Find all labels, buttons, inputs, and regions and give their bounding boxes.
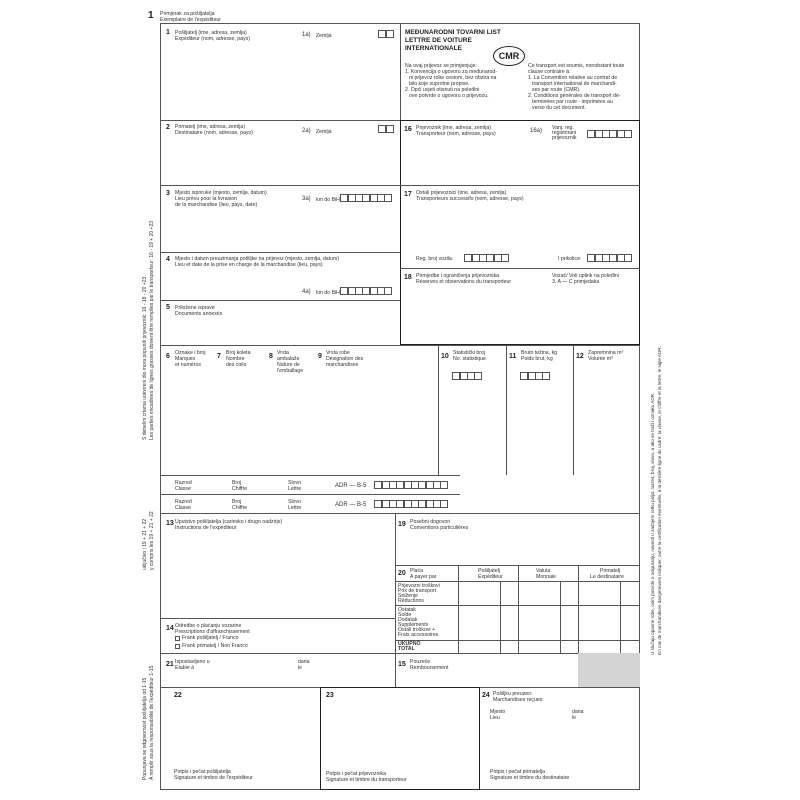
field-7-number: 7 — [217, 353, 221, 360]
field-21-label-fr: Etabie à — [175, 665, 195, 671]
franco-label: Frank pošiljatelj / Franco — [182, 635, 239, 641]
field-18-remark-1: Vozač/ Voli uplink na poleđini — [552, 273, 619, 279]
divider — [395, 640, 640, 641]
field-9-number: 9 — [318, 353, 322, 360]
divider — [160, 300, 400, 301]
adr-class-label-1b: Classe — [175, 486, 191, 492]
side-note-left-3-fr: Les parties encadrées de lignes grasses doivent être remplies par le transporteur: 16 - 19 + 20 +23 — [149, 220, 155, 440]
field-4a-number: 4a) — [302, 289, 311, 295]
header-left-text-3: ni prijevoz robe cestom, bez obzira na — [409, 75, 497, 81]
field-24-number: 24 — [482, 692, 490, 699]
divider — [160, 475, 460, 476]
field-8-number: 8 — [269, 353, 273, 360]
field-5-label-hr: Priložene isprave — [175, 305, 215, 311]
field-16a-number: 16a) — [530, 128, 543, 134]
field-20-row-2: Sniženje — [398, 593, 418, 599]
header-right-text-4: transport international de marchandi- — [532, 81, 617, 87]
divider — [160, 618, 395, 619]
field-15-label-hr: Pouzeće — [410, 659, 431, 665]
header-right-text-5: ses par route (CMR). — [532, 87, 581, 93]
field-1a-boxes[interactable] — [379, 30, 394, 38]
field-24-label-fr: Marchandises reçues: — [493, 697, 544, 703]
divider — [400, 185, 640, 186]
field-19-label-hr: Posebni dogovori — [410, 519, 451, 525]
field-2a-number: 2a) — [302, 128, 311, 134]
field-2a-boxes[interactable] — [379, 125, 394, 133]
divider — [506, 345, 507, 475]
field-24-label-hr: Pošiljku preuzeo: — [493, 691, 533, 697]
field-20-col-sender: Pošiljatelj — [478, 568, 500, 574]
divider — [620, 581, 621, 653]
non-franco-label: Frank primatelj / Non Franco — [182, 643, 248, 649]
sender-signature-label-fr: Signature et timbre de l'expéditeur — [174, 775, 253, 781]
side-note-left-1-fr: A remplir sous la responsabilité de l'expéditeur 1-15 — [149, 665, 155, 780]
field-24-date-fr: le — [572, 715, 577, 721]
field-24-place-hr: Mjesto — [490, 709, 506, 715]
field-1a-number: 1a) — [302, 32, 311, 38]
field-23-number: 23 — [326, 692, 334, 699]
header-right-text-6: 2. Conditions générales de transport dé- — [528, 93, 621, 99]
field-16a-boxes[interactable] — [588, 130, 632, 138]
field-4a-boxes[interactable] — [341, 287, 392, 295]
field-1a-label: Zemlja — [316, 33, 332, 39]
field-7-label-2: Nombre — [226, 356, 245, 362]
trailer-reg-label: I prikolice: — [558, 256, 582, 262]
field-18-label-hr: Primjedbe i ograničenja prijevoznika — [416, 273, 500, 279]
field-20-row-5: Ostali troškovi + — [398, 627, 436, 633]
field-20-row-4-fr: Suppléments — [398, 622, 429, 628]
divider — [160, 513, 640, 514]
field-24-place-fr: Lieu — [490, 715, 500, 721]
field-14-label-hr: Odredbe o plaćanju vozarine — [175, 623, 242, 629]
side-note-left-2: uključivo i 19 + 21 + 22 — [142, 518, 148, 570]
field-17-number: 17 — [404, 191, 412, 198]
field-19-number: 19 — [398, 521, 406, 528]
field-8-label-2: ambalaže — [277, 356, 300, 362]
field-3a-label: km do BiH — [316, 197, 340, 203]
adr-number-label-1: Broj — [232, 480, 242, 486]
divider — [160, 653, 640, 654]
field-18-remark-2: 3. A — C primjedaka — [552, 279, 600, 285]
adr-number-label-1b: Chiffre — [232, 486, 248, 492]
field-3-label-fr2: de la marchandise (lieu, pays, date) — [175, 202, 258, 208]
field-6-label-2: Marques — [175, 356, 196, 362]
field-20-row-1: Prijevozni troškovi — [398, 583, 440, 589]
field-22-number: 22 — [174, 692, 182, 699]
field-21-label-hr: Ispostavljeno u — [175, 659, 210, 665]
field-13-label-hr: Uputstvo pošiljatelja (carinsko i drugo nadzirje) — [175, 519, 283, 525]
field-17-label-hr: Ostali prijevoznici (ime, adresa, zemlja) — [416, 190, 507, 196]
field-24-date-hr: dana — [572, 709, 584, 715]
field-10-boxes[interactable] — [453, 372, 482, 380]
field-16-label-hr: Prijevoznik (ime, adresa, zemlja) — [416, 125, 491, 131]
field-20-total-fr: TOTAL — [398, 646, 415, 652]
field-10-label-1: Statistički broj — [453, 350, 485, 356]
field-4-label-hr: Mjesto i datum preuzimanja pošiljke na prijevoz (mjesto, zemlja, datum) — [175, 256, 340, 262]
vehicle-reg-label: Reg. broj vozila: — [416, 256, 454, 262]
field-1-number: 1 — [166, 29, 170, 36]
divider — [160, 252, 400, 253]
field-1-label-fr: Expéditeur (nom, adresse, pays) — [175, 36, 250, 42]
field-20-total: UKUPNO — [398, 641, 421, 647]
field-6-label-3: et numéros — [175, 362, 201, 368]
field-11-label-2: Poids brut, kg — [521, 356, 553, 362]
form-title-fr2: INTERNATIONALE — [405, 45, 462, 52]
form-title-hr: MEĐUNARODNI TOVARNI LIST — [405, 29, 501, 36]
field-9-label-3: marchandises — [326, 362, 359, 368]
field-20-row-1-fr: Prix de transport — [398, 588, 437, 594]
field-6-number: 6 — [166, 353, 170, 360]
sender-signature-label-hr: Potpis i pečat pošiljatelja — [174, 769, 231, 775]
field-10-number: 10 — [441, 353, 449, 360]
divider — [395, 605, 640, 606]
field-2a-label: Zemlja — [316, 129, 332, 135]
non-franco-checkbox[interactable] — [175, 644, 180, 649]
field-20-col-sender-fr: Expéditeur — [478, 574, 503, 580]
adr-letter-label-1b: Lettre — [288, 486, 302, 492]
copy-label-hr: Primjerak za pošiljatelja — [160, 11, 215, 17]
adr-class-label-1: Razred — [175, 480, 192, 486]
field-20-row-4: Dodatak — [398, 617, 418, 623]
adr-number-label-2: Broj — [232, 499, 242, 505]
field-12-label-2: Volume m³ — [588, 356, 613, 362]
header-left-text-4: bilo koje suprotne propise. — [409, 81, 470, 87]
divider — [395, 513, 396, 653]
adr-class-label-2: Razred — [175, 499, 192, 505]
field-10-label-2: No. statistique — [453, 356, 486, 362]
header-right-text-3: 1. La Convention relative au contrat de — [528, 75, 618, 81]
divider — [400, 268, 640, 269]
field-3a-boxes[interactable] — [341, 194, 392, 202]
field-5-label-fr: Documents annexés — [175, 311, 223, 317]
field-4-number: 4 — [166, 256, 170, 263]
divider — [438, 345, 439, 475]
copy-number: 1 — [148, 10, 154, 21]
field-15-shaded-area — [578, 653, 640, 687]
field-20-row-3: Ostatak — [398, 607, 416, 613]
adr-code-1: ADR — B-5 — [335, 483, 367, 489]
field-6-label-1: Oznake i broj — [175, 350, 206, 356]
side-note-left-3: S debelim crtama uokvireni dio mora popuniti prijevoznik: 16 - 18 - 20 +23 — [142, 276, 148, 440]
field-21-number: 21 — [166, 661, 174, 668]
header-right-text-2: clause contraire à: — [528, 69, 571, 75]
divider — [160, 345, 640, 346]
adr-boxes-1[interactable] — [375, 481, 448, 489]
field-16a-label-2: registrirani — [552, 130, 577, 136]
field-8-label-1: Vrsta — [277, 350, 289, 356]
header-left-text-1: Na ovaj prijevoz se primjenjuje: — [405, 63, 477, 69]
field-9-label-2: Désignation des — [326, 356, 364, 362]
recipient-signature-label-hr: Potpis i pečat primatelja — [490, 769, 546, 775]
adr-letter-label-2: Slovo — [288, 499, 301, 505]
header-right-text-8: verso du cet document. — [532, 105, 586, 111]
field-20-col-currency: Valuta — [536, 568, 551, 574]
side-note-left-1: Popunjava se odgovornost pošiljatelja od 1-15 — [142, 677, 148, 780]
side-note-right-2: En cas de marchandises dangereuses indiquer, outre la certification éventuelle, à la dernière ligne du cadre: la classe, le chiffre et la lettre, le sigle ADR. — [657, 346, 662, 655]
vehicle-reg-boxes[interactable] — [465, 254, 509, 262]
field-13-label-fr: Instructions de l'expéditeur — [175, 525, 237, 531]
divider — [160, 185, 400, 186]
field-2-label-fr: Destinataire (nom, adresse, pays) — [175, 130, 253, 136]
field-17-label-fr: Transporteurs successifs (nom, adresse, pays) — [416, 196, 524, 202]
recipient-signature-label-fr: Signature et timbre du destinataire — [490, 775, 570, 781]
field-4-label-fr: Lieu et date de la prise en charge de la marchandise (lieu, pays) — [175, 262, 323, 268]
field-5-number: 5 — [166, 304, 170, 311]
header-right-text-1: Ce transport est soumis, nonobstant toute — [528, 63, 625, 69]
trailer-reg-boxes[interactable] — [588, 254, 632, 262]
field-7-label-1: Broj koleta — [226, 350, 251, 356]
field-16-number: 16 — [404, 126, 412, 133]
field-20-label-fr: A payer par — [410, 574, 437, 580]
field-3-label-hr: Mjesto isporuke (mjesto, zemlja, datum) — [175, 190, 267, 196]
adr-boxes-2[interactable] — [375, 500, 448, 508]
field-11-boxes[interactable] — [521, 372, 550, 380]
field-9-label-1: Vrsta robe — [326, 350, 350, 356]
adr-letter-label-2b: Lettre — [288, 505, 302, 511]
divider — [160, 120, 400, 121]
field-12-number: 12 — [576, 353, 584, 360]
adr-number-label-2b: Chiffre — [232, 505, 248, 511]
franco-checkbox[interactable] — [175, 636, 180, 641]
field-14-number: 14 — [166, 625, 174, 632]
field-21-date-hr: dana — [298, 659, 310, 665]
field-20-number: 20 — [398, 570, 406, 577]
divider — [395, 653, 396, 687]
copy-label-fr: Exemplaire de l'expéditeur — [160, 17, 221, 23]
divider — [560, 581, 561, 653]
divider — [160, 494, 460, 495]
header-left-text-5: 2. Opći uvjeti otisnuti na poleđini — [405, 87, 480, 93]
field-3-number: 3 — [166, 190, 170, 197]
field-2-number: 2 — [166, 124, 170, 131]
field-16-label-fr: Transporteur (nom, adresse, pays) — [416, 131, 496, 137]
field-20-col-recipient: Primatelj — [600, 568, 621, 574]
field-11-label-1: Bruto težina, kg — [521, 350, 558, 356]
carrier-section-frame — [400, 120, 640, 345]
field-20-row-5-fr: Frais accessoires — [398, 632, 439, 638]
divider — [573, 345, 574, 475]
field-3a-number: 3a) — [302, 196, 311, 202]
field-8-label-3: Nature de — [277, 362, 300, 368]
side-note-left-2-fr: y compris les 19 + 21 + 22 — [149, 511, 155, 570]
header-left-text-6: ove potvrde o ugovoru o prijevozu. — [409, 93, 489, 99]
carrier-signature-label-fr: Signature et timbre du transporteur — [326, 777, 407, 783]
field-18-number: 18 — [404, 274, 412, 281]
field-20-col-recipient-fr: Le destinataire — [590, 574, 625, 580]
field-20-col-currency-fr: Monnaie — [536, 574, 556, 580]
field-20-label-hr: Plaća — [410, 568, 423, 574]
field-14-label-fr: Prescriptions d'affranchissement — [175, 629, 250, 635]
adr-code-2: ADR — B-5 — [335, 502, 367, 508]
field-1-label-hr: Pošiljatelj (ime, adresa, zemlja) — [175, 30, 247, 36]
divider — [500, 581, 501, 653]
field-21-date-fr: le — [298, 665, 303, 671]
field-15-number: 15 — [398, 661, 406, 668]
carrier-signature-label-hr: Potpis i pečat prijevoznika — [326, 771, 386, 777]
field-2-label-hr: Primatelj (ime, adresa, zemlja) — [175, 124, 246, 130]
adr-letter-label-1: Slovo — [288, 480, 301, 486]
field-12-label-1: Zapremnina m³ — [588, 350, 624, 356]
side-note-right-1: U slučaju opasne robe, osim potvrde o osiguranju, navesti u zadnjem retku polja: razred, broj, slovo, a ako se traži i oznaku ADR. — [650, 392, 655, 655]
field-18-label-fr: Réserves et observations du transporteur — [416, 279, 512, 285]
cmr-logo: CMR — [493, 46, 525, 66]
field-15-label-fr: Remboursement — [410, 665, 449, 671]
adr-class-label-2b: Classe — [175, 505, 191, 511]
field-13-number: 13 — [166, 520, 174, 527]
field-20-row-2-fr: Réductions — [398, 598, 424, 604]
field-8-label-4: l'emballage — [277, 368, 304, 374]
field-3-label-fr1: Lieu prévu pour la livraison — [175, 196, 237, 202]
field-16a-label-3: prijevoznik — [552, 135, 577, 141]
field-16a-label-1: Vanj. reg. — [552, 125, 574, 131]
form-title-fr1: LETTRE DE VOITURE — [405, 37, 472, 44]
field-11-number: 11 — [509, 353, 517, 360]
header-right-text-7: terminées par route - imprimées au — [532, 99, 613, 105]
field-4a-label: km do BiH — [316, 290, 340, 296]
header-left-text-2: 1. Konvencija o ugovoru za međunarod- — [405, 69, 497, 75]
field-20-row-3-fr: Solde — [398, 612, 412, 618]
field-19-label-fr: Conventions particulières — [410, 525, 469, 531]
field-7-label-3: des colis — [226, 362, 247, 368]
